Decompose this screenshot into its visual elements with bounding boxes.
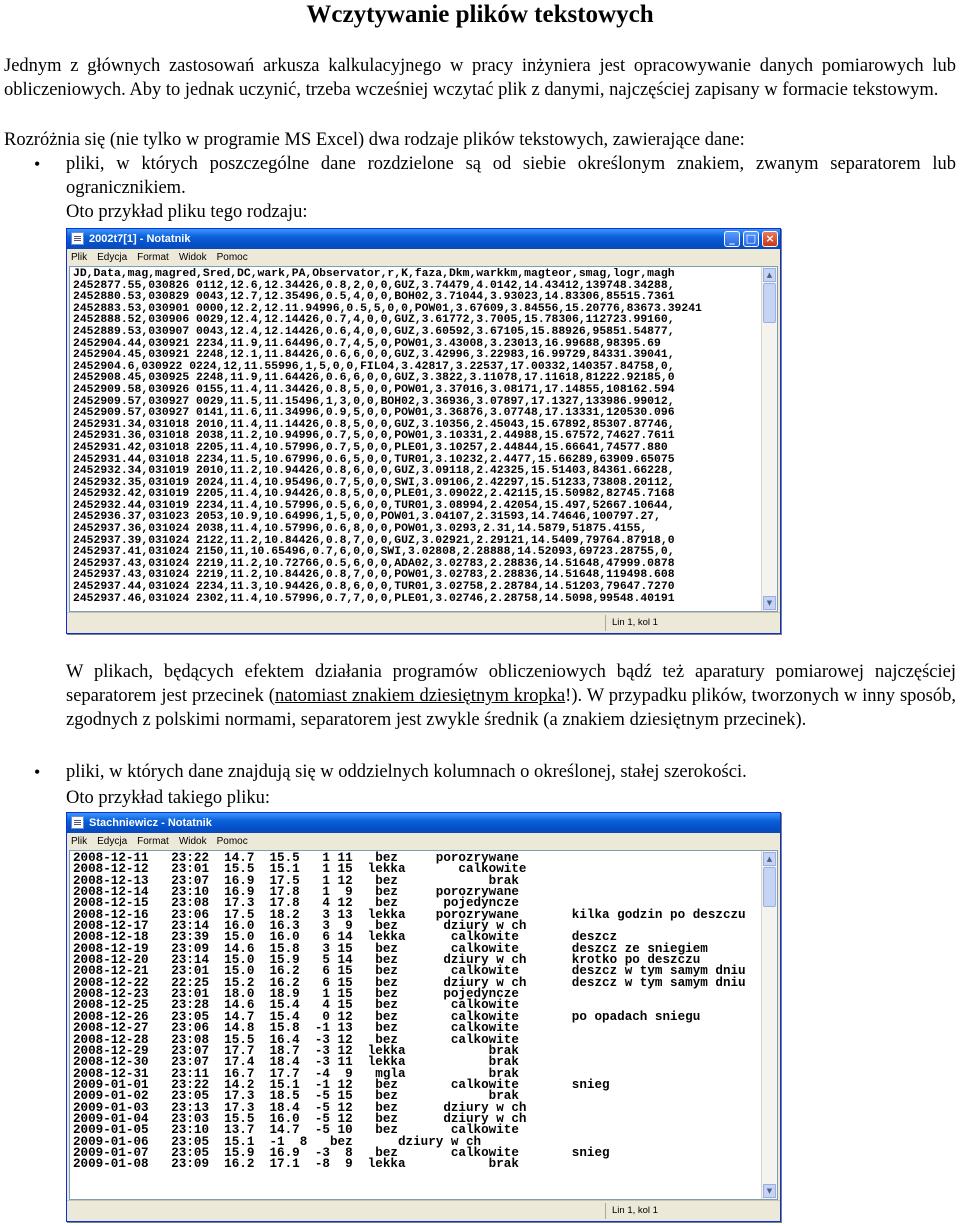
window1-text-line: 2452937.43,031024 2219,11.2,10.84426,0.8,7,0,0,POW01,3.02783,2.28836,14.51648,119498.608 xyxy=(73,569,675,582)
window1-text-line: 2452877.55,030826 0112,12.6,12.34426,0.8,2,0,0,GUZ,3.74479,4.0142,14.43412,139748.34288, xyxy=(73,279,675,292)
menu-pomoc-2[interactable]: Pomoc xyxy=(216,836,248,847)
window1-text-line: 2452888.52,030906 0029,12.4,12.14426,0.7,4,0,0,GUZ,3.61772,3.7005,15.78306,112723.99160, xyxy=(73,314,675,327)
window2-text-line: 2008-12-20 23:14 15.0 15.9 5 14 bez dziury w ch krotko po deszczu xyxy=(73,953,701,968)
window1-text-area[interactable] xyxy=(69,266,778,612)
window1-text-line: 2452904.6,030922 0224,12,11.55996,1,5,0,0,FIL04,3.42817,3.22537,17.00332,140357.84758,0, xyxy=(73,360,675,373)
window2-text-line: 2008-12-13 23:07 16.9 17.5 1 12 bez brak xyxy=(73,873,519,888)
window2-text-line: 2009-01-06 23:05 15.1 -1 8 bez dziury w ch xyxy=(73,1134,482,1149)
para2-underlined: natomiast znakiem dziesiętnym kropka xyxy=(274,686,566,706)
maximize-icon[interactable]: □ xyxy=(743,231,759,247)
window2-text-line: 2008-12-11 23:22 14.7 15.5 1 11 bez porozrywane xyxy=(73,851,519,865)
window1-text-line: 2452904.44,030921 2234,11.9,11.64496,0.7,4,5,0,POW01,3.43008,3.23013,16.99688,98395.69 xyxy=(73,337,661,350)
separator-paragraph xyxy=(66,660,956,732)
window1-text-line: 2452909.57,030927 0029,11.5,11.15496,1,3,0,0,BOH02,3.36936,3.07897,17.1327,133986.99012, xyxy=(73,395,675,408)
notepad-icon-2 xyxy=(71,816,84,829)
window1-menubar xyxy=(67,249,780,266)
scroll-down-icon[interactable]: ▼ xyxy=(763,596,776,610)
types-intro-paragraph: Rozróżnia się (nie tylko w programie MS Excel) dwa rodzaje plików tekstowych, zawierające dane: xyxy=(4,130,745,150)
window2-text-area[interactable] xyxy=(69,850,778,1200)
scroll-thumb-2[interactable] xyxy=(763,867,776,907)
window2-statusbar xyxy=(67,1200,780,1221)
bullet-item-2: pliki, w których dane znajdują się w oddzielnych kolumnach o określonej, stałej szerokości. xyxy=(66,762,747,782)
window2-title: Stachniewicz - Notatnik xyxy=(89,817,212,829)
window1-text-content xyxy=(70,267,777,605)
scroll-down-icon-2[interactable]: ▼ xyxy=(763,1184,776,1198)
window1-text-line: 2452880.53,030829 0043,12.7,12.35496,0.5,4,0,0,BOH02,3.71044,3.93023,14.83306,85515.7361 xyxy=(73,291,675,304)
scroll-up-icon-2[interactable]: ▲ xyxy=(763,852,776,866)
window2-text-line: 2008-12-23 23:01 18.0 18.9 1 15 bez pojedyncze xyxy=(73,987,519,1002)
window1-text-line: 2452909.57,030927 0141,11.6,11.34996,0.9,5,0,0,POW01,3.36876,3.07748,17.13331,120530.096 xyxy=(73,407,675,420)
bullet-dot-2: • xyxy=(34,762,41,782)
menu-plik-2[interactable]: Plik xyxy=(71,836,88,847)
window1-text-line: 2452937.39,031024 2122,11.2,10.84426,0.8,7,0,0,GUZ,3.02921,2.29121,14.5409,79764.87918,0 xyxy=(73,534,675,547)
window2-text-line: 2009-01-05 23:10 13.7 14.7 -5 10 bez calkowite xyxy=(73,1123,519,1138)
window1-text-line: 2452931.44,031018 2234,11.5,10.67996,0.6,5,0,0,TUR01,3.10232,2.4477,15.66289,63909.65075 xyxy=(73,453,675,466)
para2-part-b: !). W przypadku plików, tworzonych w inny sposób, zgodnych z polskimi normami, separatorem jest zwykle średnik (a znakiem dziesiętnym przecinek). xyxy=(66,686,956,730)
menu-format[interactable]: Format xyxy=(137,252,169,263)
example1-caption: Oto przykład pliku tego rodzaju: xyxy=(66,202,308,222)
window1-text-line: 2452937.44,031024 2234,11.3,10.94426,0.8,6,0,0,TUR01,3.02758,2.28784,14.51203,79647.7270 xyxy=(73,581,675,594)
window2-text-line: 2008-12-12 23:01 15.5 15.1 1 15 lekka calkowite xyxy=(73,862,527,877)
example2-caption: Oto przykład takiego pliku: xyxy=(66,788,270,808)
window2-text-line: 2008-12-30 23:07 17.4 18.4 -3 11 lekka brak xyxy=(73,1055,519,1070)
window2-text-line: 2008-12-27 23:06 14.8 15.8 -1 13 bez calkowite xyxy=(73,1021,519,1036)
window1-text-line: 2452909.58,030926 0155,11.4,11.34426,0.8,5,0,0,POW01,3.37016,3.08171,17.14855,108162.594 xyxy=(73,383,675,396)
para2-part-a: W plikach, będących efektem działania programów obliczeniowych bądź też aparatury pomiarowej najczęściej separatorem jest przecinek ( xyxy=(66,662,956,706)
scroll-thumb[interactable] xyxy=(763,283,776,323)
window1-vertical-scrollbar[interactable] xyxy=(761,267,777,611)
window2-titlebar[interactable] xyxy=(67,813,780,833)
menu-pomoc[interactable]: Pomoc xyxy=(216,252,248,263)
window1-text-line: JD,Data,mag,magred,Sred,DC,wark,PA,Observator,r,K,faza,Dkm,warkkm,magteor,smag,logr,magh xyxy=(73,268,675,280)
window2-cursor-position: Lin 1, kol 1 xyxy=(612,1205,658,1216)
window1-text-line: 2452932.42,031019 2205,11.4,10.94426,0.8,5,0,0,PLE01,3.09022,2.42115,15.50982,82745.7168 xyxy=(73,488,675,501)
window2-text-line: 2008-12-28 23:08 15.5 16.4 -3 12 bez calkowite xyxy=(73,1032,519,1047)
notepad-window-2 xyxy=(66,812,781,1222)
window2-text-line: 2008-12-19 23:09 14.6 15.8 3 15 bez calkowite deszcz ze sniegiem xyxy=(73,941,708,956)
notepad-window-1 xyxy=(66,228,781,634)
window1-text-line: 2452937.43,031024 2219,11.2,10.72766,0.5,6,0,0,ADA02,3.02783,2.28836,14.51648,47999.0878 xyxy=(73,557,675,570)
notepad-icon xyxy=(71,232,84,245)
minimize-icon[interactable]: _ xyxy=(724,231,740,247)
menu-plik[interactable]: Plik xyxy=(71,252,88,263)
window1-cursor-position: Lin 1, kol 1 xyxy=(612,617,658,628)
window1-statusbar xyxy=(67,612,780,633)
close-icon[interactable]: × xyxy=(762,231,778,247)
window2-text-line: 2008-12-18 23:39 15.0 16.0 6 14 lekka calkowite deszcz xyxy=(73,930,618,945)
menu-widok-2[interactable]: Widok xyxy=(178,836,207,847)
intro-paragraph: Jednym z głównych zastosowań arkusza kalkulacyjnego w pracy inżyniera jest opracowywanie danych pomiarowych lub obliczeniowych. Aby to jednak uczynić, trzeba wcześniej wczytać plik z danymi, najczęściej zapisany w formacie tekstowym. xyxy=(4,56,956,100)
window1-text-line: 2452904.45,030921 2248,12.1,11.84426,0.6,6,0,0,GUZ,3.42996,3.22983,16.99729,84331.39041, xyxy=(73,349,675,362)
document-title: Wczytywanie plików tekstowych xyxy=(306,1,654,28)
window2-text-line: 2008-12-29 23:07 17.7 18.7 -3 12 lekka brak xyxy=(73,1043,519,1058)
window2-text-line: 2008-12-26 23:05 14.7 15.4 0 12 bez calkowite po opadach sniegu xyxy=(73,1009,701,1024)
window2-text-line: 2009-01-07 23:05 15.9 16.9 -3 8 bez calkowite snieg xyxy=(73,1145,610,1160)
menu-format-2[interactable]: Format xyxy=(137,836,169,847)
window2-vertical-scrollbar[interactable] xyxy=(761,851,777,1199)
window1-text-line: 2452937.41,031024 2150,11,10.65496,0.7,6,0,0,SWI,3.02808,2.28888,14.52093,69723.28755,0, xyxy=(73,546,675,559)
window2-text-line: 2008-12-31 23:11 16.7 17.7 -4 9 mgla brak xyxy=(73,1066,519,1081)
scroll-up-icon[interactable]: ▲ xyxy=(763,268,776,282)
bullet-dot-1: • xyxy=(34,154,41,174)
window2-text-line: 2009-01-01 23:22 14.2 15.1 -1 12 bez calkowite snieg xyxy=(73,1077,610,1092)
window2-text-line: 2009-01-02 23:05 17.3 18.5 -5 15 bez brak xyxy=(73,1089,519,1104)
window2-menubar xyxy=(67,833,780,850)
window1-text-line: 2452932.44,031019 2234,11.4,10.57996,0.5,6,0,0,TUR01,3.08994,2.42054,15.497,52667.10644, xyxy=(73,499,675,512)
bullet-item-1: pliki, w których poszczególne dane rozdzielone są od siebie określonym znakiem, zwanym separatorem lub ogranicznikiem. xyxy=(66,154,956,198)
window1-text-line: 2452883.53,030901 0000,12.2,12.11.94996,0.5,5,0,0,POW01,3.67609,3.84556,15.20776,83673.39241 xyxy=(73,302,702,315)
window1-text-line: 2452908.45,030925 2248,11.9,11.64426,0.6,6,0,0,GUZ,3.3822,3.11078,17.11618,81222.92185,0 xyxy=(73,372,675,385)
window1-text-line: 2452932.35,031019 2024,11.4,10.95496,0.7,5,0,0,SWI,3.09106,2.42297,15.51233,73808.20112, xyxy=(73,476,675,489)
window2-text-line: 2008-12-16 23:06 17.5 18.2 3 13 lekka porozrywane kilka godzin po deszczu xyxy=(73,907,746,922)
window2-text-line: 2008-12-15 23:08 17.3 17.8 4 12 bez pojedyncze xyxy=(73,896,519,911)
window1-titlebar[interactable] xyxy=(67,229,780,249)
menu-edycja-2[interactable]: Edycja xyxy=(97,836,128,847)
window2-text-line: 2009-01-03 23:13 17.3 18.4 -5 12 bez dziury w ch xyxy=(73,1100,527,1115)
window1-text-line: 2452936.37,031023 2053,10.9,10.64996,1,5,0,0,POW01,3.04107,2.31593,14.74646,100797.27, xyxy=(73,511,661,524)
window1-text-line: 2452889.53,030907 0043,12.4,12.14426,0.6,4,0,0,GUZ,3.60592,3.67105,15.88926,95851.54877, xyxy=(73,325,675,338)
window1-text-line: 2452937.46,031024 2302,11.4,10.57996,0.7,7,0,0,PLE01,3.02746,2.28758,14.5098,99548.40191 xyxy=(73,592,675,605)
window2-text-line: 2008-12-22 22:25 15.2 16.2 6 15 bez dziury w ch deszcz w tym samym dniu xyxy=(73,975,746,990)
window1-text-line: 2452937.36,031024 2038,11.4,10.57996,0.6,8,0,0,POW01,3.0293,2.31,14.5879,51875.4155, xyxy=(73,523,648,536)
window2-text-line: 2009-01-08 23:09 16.2 17.1 -8 9 lekka brak xyxy=(73,1157,519,1172)
menu-widok[interactable]: Widok xyxy=(178,252,207,263)
window2-text-line: 2008-12-25 23:28 14.6 15.4 4 15 bez calkowite xyxy=(73,998,519,1013)
window1-title: 2002t7[1] - Notatnik xyxy=(89,233,191,245)
window1-text-line: 2452932.34,031019 2010,11.2,10.94426,0.8,6,0,0,GUZ,3.09118,2.42325,15.51403,84361.66228, xyxy=(73,465,675,478)
window2-text-line: 2008-12-14 23:10 16.9 17.8 1 9 bez porozrywane xyxy=(73,885,519,900)
window2-text-content xyxy=(70,851,777,1171)
window1-text-line: 2452931.42,031018 2205,11.4,10.57996,0.7,5,0,0,PLE01,3.10257,2.44844,15.66641,74577.880 xyxy=(73,441,668,454)
window2-text-line: 2008-12-21 23:01 15.0 16.2 6 15 bez calkowite deszcz w tym samym dniu xyxy=(73,964,746,979)
window2-text-line: 2009-01-04 23:03 15.5 16.0 -5 12 bez dziury w ch xyxy=(73,1111,527,1126)
window2-text-line: 2008-12-17 23:14 16.0 16.3 3 9 bez dziury w ch xyxy=(73,919,527,934)
window1-text-line: 2452931.34,031018 2010,11.4,11.14426,0.8,5,0,0,GUZ,3.10356,2.45043,15.67892,85307.87746, xyxy=(73,418,675,431)
menu-edycja[interactable]: Edycja xyxy=(97,252,128,263)
window1-text-line: 2452931.36,031018 2038,11.2,10.94996,0.7,5,0,0,POW01,3.10331,2.44988,15.67572,74627.7611 xyxy=(73,430,675,443)
